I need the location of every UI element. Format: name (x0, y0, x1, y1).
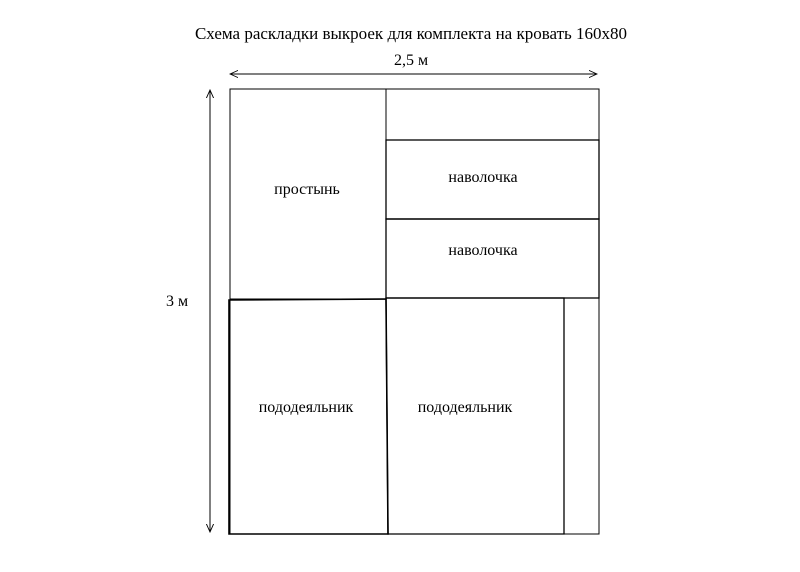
pillowcase-label-1: наволочка (448, 169, 518, 186)
diagram-title: Схема раскладки выкроек для комплекта на кровать 160х80 (194, 24, 628, 43)
duvet-cover-label-1: пододеяльник (258, 399, 354, 416)
pillowcase-label-2: наволочка (448, 242, 518, 259)
height-label: 3 м (165, 293, 189, 310)
fabric-outline (230, 89, 599, 534)
width-label: 2,5 м (393, 52, 429, 69)
sheet-label: простынь (274, 181, 340, 198)
duvet-cover-label-2: пододеяльник (417, 399, 513, 416)
